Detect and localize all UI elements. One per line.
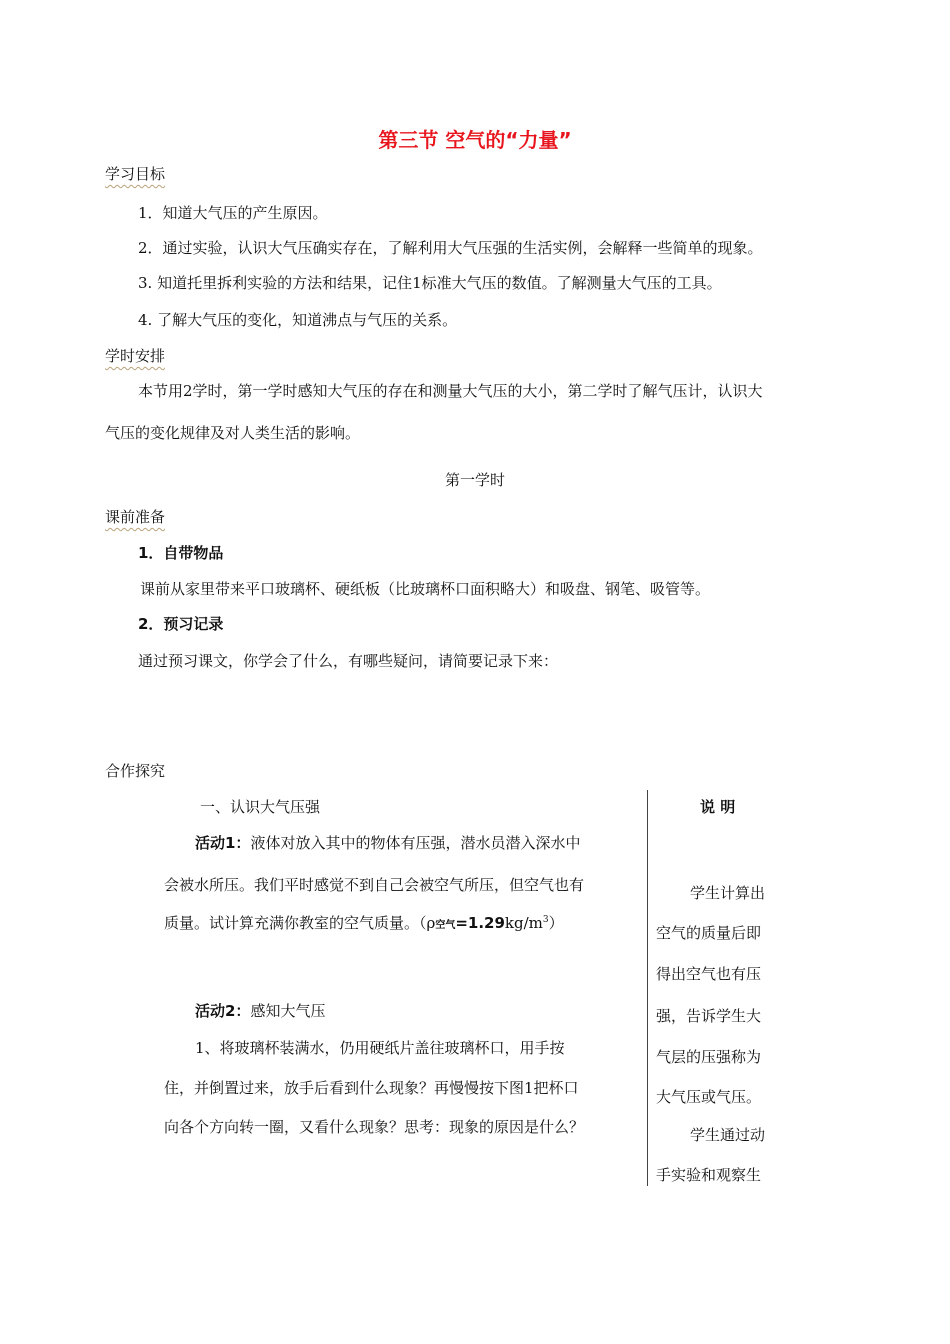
schedule-paragraph-line: 本节用2学时，第一学时感知大气压的存在和测量大气压的大小，第二学时了解气压计，认识大	[138, 382, 763, 400]
prep-item-title: 2．预习记录	[138, 615, 224, 633]
activity-2-heading	[195, 1000, 325, 1021]
notes-line: 得出空气也有压	[656, 965, 762, 983]
page-title: 第三节 空气的“力量”	[378, 128, 572, 152]
activity-2-line: 住，并倒置过来，放手后看到什么现象？再慢慢按下图1把杯口	[164, 1079, 579, 1097]
notes-line: 空气的质量后即	[656, 924, 762, 942]
section-heading: 一、认识大气压强	[200, 798, 321, 816]
prep-item-text: 课前从家里带来平口玻璃杯、硬纸板（比玻璃杯口面积略大）和吸盘、钢笔、吸管等。	[140, 580, 711, 598]
objective-item: 1．知道大气压的产生原因。	[138, 204, 328, 222]
schedule-paragraph-line: 气压的变化规律及对人类生活的影响。	[105, 424, 361, 442]
notes-line: 学生通过动	[690, 1126, 766, 1144]
objective-item: 4. 了解大气压的变化，知道沸点与气压的关系。	[138, 311, 458, 329]
notes-line: 大气压或气压。	[656, 1088, 762, 1106]
activity-2-title: 感知大气压	[250, 1002, 326, 1020]
prep-heading: 课前准备	[105, 508, 166, 526]
activity-1-text: 液体对放入其中的物体有压强，潜水员潜入深水中	[250, 834, 581, 852]
notes-line: 学生计算出	[690, 884, 766, 902]
activity-1-line	[195, 832, 580, 853]
density-subscript: 空气	[435, 920, 456, 931]
notes-line: 强，告诉学生大	[656, 1007, 762, 1025]
notes-line: 气层的压强称为	[656, 1048, 762, 1066]
schedule-heading: 学时安排	[105, 347, 166, 365]
cube-superscript: 3	[542, 915, 549, 925]
lesson-heading: 第一学时	[444, 471, 505, 489]
objective-item: 3. 知道托里拆利实验的方法和结果，记住1标准大气压的数值。了解测量大气压的工具。	[138, 274, 722, 292]
activity-1-line: 会被水所压。我们平时感觉不到自己会被空气所压，但空气也有	[164, 876, 585, 894]
activity-2-label: 活动2：	[195, 1002, 251, 1020]
notes-line: 手实验和观察生	[656, 1166, 762, 1184]
activity-1-formula-line: 质量。试计算充满你教室的空气质量。（ρ空气$=1.29kg/m^3$）	[164, 914, 564, 932]
activity-2-line: 向各个方向转一圈，又看什么现象？思考：现象的原因是什么？	[164, 1118, 585, 1136]
column-divider	[647, 790, 648, 1186]
objectives-heading: 学习目标	[105, 165, 166, 183]
prep-item-text: 通过预习课文，你学会了什么，有哪些疑问，请简要记录下来：	[138, 652, 559, 670]
notes-heading: 说 明	[700, 798, 736, 816]
activity-1-label: 活动1：	[195, 834, 251, 852]
prep-item-title: 1．自带物品	[138, 544, 224, 562]
activity-2-line: 1、将玻璃杯装满水，仍用硬纸片盖往玻璃杯口，用手按	[195, 1039, 565, 1057]
objective-item: 2．通过实验，认识大气压确实存在，了解利用大气压强的生活实例，会解释一些简单的现象。	[138, 239, 763, 257]
explore-heading: 合作探究	[105, 762, 166, 780]
